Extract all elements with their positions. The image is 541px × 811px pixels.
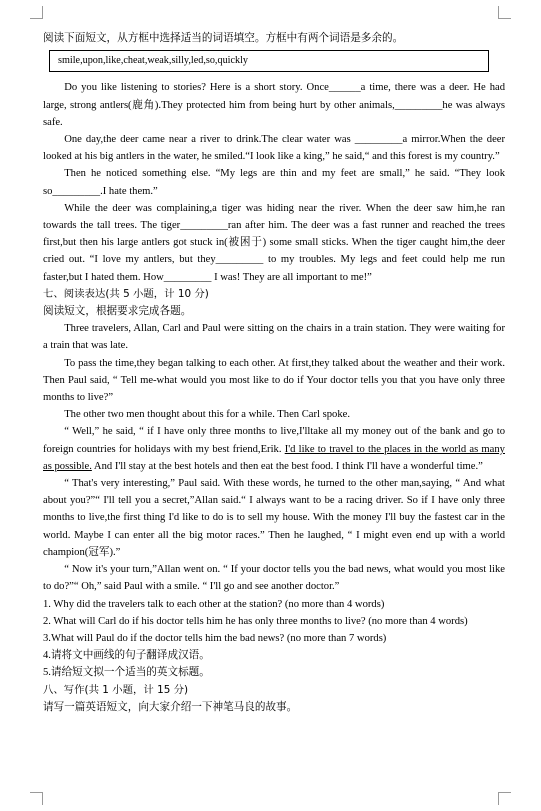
passage2-paragraph-2: To pass the time,they began talking to each other. At first,they talked about the weather and their work. Then Paul said, “ Tell me-what would you most like to do if Your doctor tells you that you have only three months to live?” (43, 357, 505, 404)
question-4: 4.请将文中画线的句子翻译成汉语。 (43, 650, 210, 662)
passage1-paragraph-2: One day,the deer came near a river to drink.The clear water was _________a mirror.When the deer looked at his big antlers in the water, he smiled.“I look like a king,” he said,“ and this forest is my country.” (43, 134, 505, 163)
passage2-paragraph-4 (43, 423, 505, 475)
word-box: smile,upon,like,cheat,weak,silly,led,so,quickly (49, 50, 489, 72)
question-5: 5.请给短文拟一个适当的英文标题。 (43, 667, 210, 679)
question-2: 2. What will Carl do if his doctor tells him he has only three months to live? (no more than 4 words) (43, 615, 468, 627)
passage2-paragraph-1: Three travelers, Allan, Carl and Paul were sitting on the chairs in a train station. They were waiting for a train that was late. (43, 323, 505, 352)
question-1: 1. Why did the travelers talk to each other at the station? (no more than 4 words) (43, 598, 385, 610)
cloze-instruction: 阅读下面短文，从方框中选择适当的词语填空。方框中有两个词语是多余的。 (43, 33, 404, 44)
passage1-paragraph-3: Then he noticed something else. “My legs are thin and my feet are small,” he said. “They look so_________.I hate them.” (43, 168, 505, 197)
paragraph-4-end: And I'll stay at the best hotels and then eat the best food. I think I'll have a wonderful time.” (91, 460, 483, 472)
question-3: 3.What will Paul do if the doctor tells him the bad news? (no more than 7 words) (43, 632, 387, 644)
section7-instruction: 阅读短文，根据要求完成各题。 (43, 306, 192, 318)
passage2-paragraph-6: “ Now it's your turn,”Allan went on. “ If your doctor tells you the bad news, what would you most like to do?”“ Oh,” said Paul with a smile. “ I'll go and see another doctor.” (43, 564, 505, 593)
passage1-paragraph-4: While the deer was complaining,a tiger was hiding near the river. When the deer saw him,he ran towards the tall trees. The tiger_________ran after him. The deer was a fast runner and reached the trees first,but then his large antlers got stuck in(被困于) some small sticks. When the tiger caught him,the deer cried out. “I love my antlers, but they_________ to my troubles. My legs and feet could help me run faster,but I hated them. How_________ I was! They are all important to me!” (43, 202, 505, 283)
section8-instruction: 请写一篇英语短文，向大家介绍一下神笔马良的故事。 (43, 701, 298, 713)
document-page (43, 30, 505, 716)
section8-heading: 八、写作(共 1 小题，计 15 分) (43, 683, 189, 696)
corner-mark-top-right (498, 6, 511, 19)
passage1-paragraph-1: Do you like listening to stories? Here is a short story. Once______a time, there was a deer. He had large, strong antlers(鹿角).They protected him from being hurt by other animals,_________he was always safe. (43, 82, 505, 128)
paragraph-4-start: “ Well,” he said, “ if I have only three months to live,I'lltake all my money out of the bank and go to foreign countries for holidays with my best friend,Erik. (43, 426, 505, 455)
passage2-paragraph-5: “ That's very interesting,” Paul said. With these words, he turned to the other man,saying, “ And what about you?”“ I'll tell you a secret,”Allan said.“ I always want to be a racing driver. So if I have only three months to live,the first thing I'd like to do is to sell my house. With the money I'll buy the fastest car in the world. Maybe I can enter all the big motor races.” Then he laughed, “ I might even end up with a world champion(冠军).” (43, 478, 505, 558)
corner-mark-bottom-left (30, 792, 43, 805)
corner-mark-top-left (30, 6, 43, 19)
passage2-paragraph-3: The other two men thought about this for a while. Then Carl spoke. (64, 409, 350, 421)
underlined-sentence: I'd like to travel to the places in the world as many as possible. (43, 443, 505, 472)
corner-mark-bottom-right (498, 792, 511, 805)
section7-heading: 七、阅读表达(共 5 小题，计 10 分) (43, 287, 209, 300)
